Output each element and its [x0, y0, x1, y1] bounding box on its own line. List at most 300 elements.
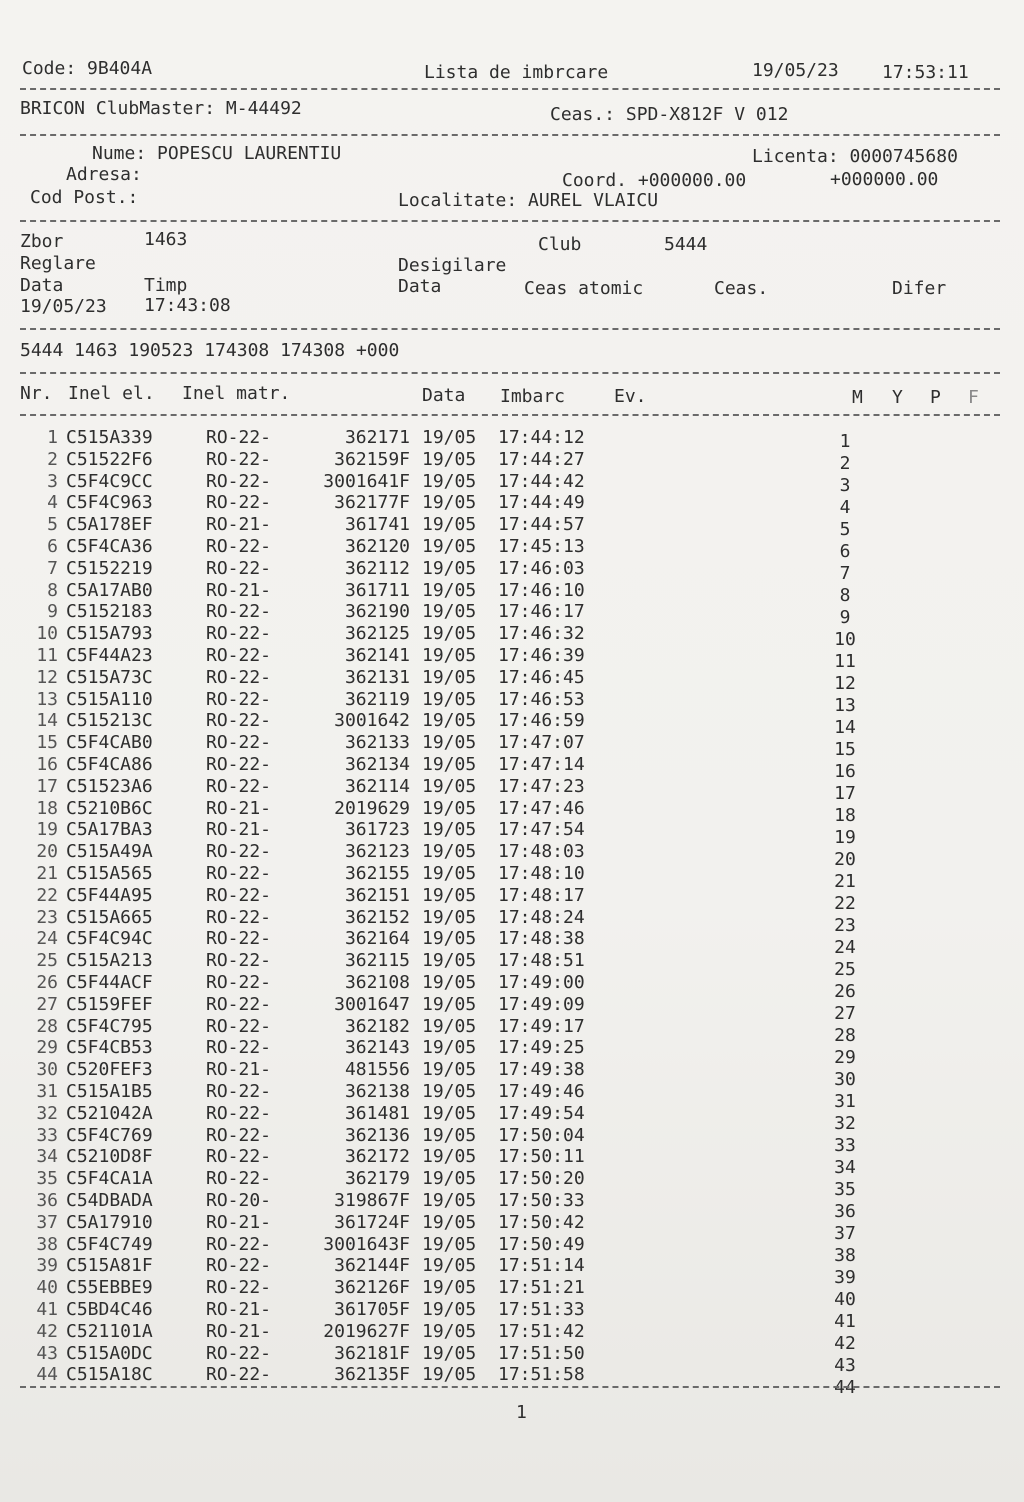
m-position: 31	[834, 1091, 856, 1112]
m-position: 5	[839, 518, 851, 540]
arrival-time: 17:46:45	[498, 666, 585, 688]
ring-number: 362131	[344, 666, 410, 688]
ring-number: 362177F	[334, 492, 410, 514]
ring-number: 362172	[344, 1146, 410, 1168]
ring-number: 362182	[344, 1015, 410, 1037]
table-row	[0, 1124, 1024, 1156]
arrival-time: 17:48:10	[498, 863, 585, 884]
ring-prefix: RO-22-	[206, 754, 272, 775]
ring-index: 22	[36, 884, 58, 906]
table-row	[0, 666, 1024, 694]
m-position: 42	[834, 1332, 856, 1354]
m-position: 35	[834, 1178, 856, 1200]
col-data: Data	[422, 385, 466, 406]
ring-index: 10	[36, 623, 58, 645]
m-position: 23	[834, 914, 856, 936]
table-row	[0, 819, 1024, 848]
ring-index: 39	[36, 1255, 58, 1277]
arrival-date: 19/05	[422, 601, 477, 623]
ring-prefix: RO-20-	[206, 1190, 272, 1211]
electronic-ring: C5A17910	[66, 1211, 153, 1233]
ring-number: 362155	[344, 863, 410, 884]
divider	[20, 328, 1000, 330]
table-row	[0, 1102, 1024, 1134]
ring-number: 361723	[344, 819, 410, 841]
arrival-date: 19/05	[422, 514, 477, 536]
ring-prefix: RO-21-	[206, 819, 272, 841]
unseal-date-label: Data	[398, 276, 442, 297]
date-label: Data	[20, 275, 64, 296]
ring-number: 361741	[344, 514, 410, 536]
m-position: 43	[834, 1354, 856, 1376]
arrival-time: 17:44:49	[498, 492, 585, 514]
owner-name: Nume: POPESCU LAURENTIU	[92, 143, 342, 164]
electronic-ring: C5F4C795	[66, 1015, 153, 1037]
m-position: 41	[834, 1311, 856, 1332]
arrival-date: 19/05	[422, 1190, 477, 1211]
m-position: 8	[839, 584, 851, 606]
table-row	[0, 688, 1024, 716]
electronic-ring: C521042A	[66, 1102, 153, 1124]
ring-number: 481556	[344, 1059, 410, 1081]
electronic-ring: C515A18C	[66, 1364, 153, 1386]
arrival-time: 17:50:20	[498, 1168, 585, 1190]
divider	[20, 414, 1000, 416]
arrival-time: 17:48:51	[498, 950, 585, 972]
electronic-ring: C5F44A23	[66, 645, 153, 666]
m-position: 10	[834, 628, 856, 650]
m-position: 9	[839, 606, 851, 628]
arrival-time: 17:51:42	[498, 1320, 585, 1342]
ring-prefix: RO-21-	[206, 1211, 272, 1233]
ring-prefix: RO-22-	[206, 1081, 272, 1102]
ring-number: 362164	[344, 928, 410, 950]
table-row	[0, 579, 1024, 606]
electronic-ring: C51522F6	[66, 448, 153, 470]
electronic-ring: C515A339	[66, 427, 153, 448]
arrival-date: 19/05	[422, 1277, 477, 1299]
ring-index: 2	[47, 448, 58, 470]
ring-prefix: RO-22-	[206, 1015, 272, 1037]
m-position: 2	[839, 452, 851, 474]
electronic-ring: C5F4C963	[66, 492, 153, 514]
table-row	[0, 1364, 1024, 1398]
ring-index: 30	[36, 1059, 58, 1081]
ring-prefix: RO-22-	[206, 863, 272, 884]
ring-prefix: RO-21-	[206, 1299, 272, 1320]
m-position: 37	[834, 1222, 856, 1244]
electronic-ring: C5210B6C	[66, 797, 153, 819]
ring-index: 19	[36, 819, 58, 841]
arrival-time: 17:49:17	[498, 1015, 585, 1037]
arrival-time: 17:50:42	[498, 1211, 585, 1233]
table-row	[0, 1081, 1024, 1112]
arrival-date: 19/05	[422, 906, 477, 928]
ring-number: 362125	[344, 623, 410, 645]
ring-index: 23	[36, 906, 58, 928]
arrival-date: 19/05	[422, 623, 477, 645]
arrival-time: 17:44:42	[498, 470, 585, 492]
arrival-time: 17:47:23	[498, 775, 585, 797]
ring-number: 362181F	[334, 1342, 410, 1364]
table-row	[0, 863, 1024, 892]
col-nr: Nr.	[20, 383, 53, 404]
arrival-time: 17:49:54	[498, 1102, 585, 1124]
arrival-date: 19/05	[422, 579, 477, 601]
ring-number: 362123	[344, 841, 410, 863]
ring-number: 362126F	[334, 1277, 410, 1299]
electronic-ring: C515A565	[66, 863, 153, 884]
ring-number: 362136	[344, 1124, 410, 1146]
club-number: 5444	[664, 234, 708, 255]
ring-prefix: RO-22-	[206, 623, 272, 645]
table-row	[0, 448, 1024, 474]
table-row	[0, 884, 1024, 914]
ring-index: 4	[47, 492, 58, 514]
m-position: 24	[834, 936, 856, 958]
address-label: Adresa:	[66, 164, 142, 185]
ring-number: 362179	[344, 1168, 410, 1190]
ring-number: 362152	[344, 906, 410, 928]
ring-index: 15	[36, 732, 58, 754]
ring-prefix: RO-22-	[206, 666, 272, 688]
electronic-ring: C515A1B5	[66, 1081, 153, 1102]
ring-prefix: RO-22-	[206, 1233, 272, 1255]
ring-index: 28	[36, 1015, 58, 1037]
ring-number: 3001647	[334, 993, 410, 1015]
electronic-ring: C5F4C749	[66, 1233, 153, 1255]
ring-prefix: RO-22-	[206, 972, 272, 993]
electronic-ring: C5F4C769	[66, 1124, 153, 1146]
ring-prefix: RO-22-	[206, 950, 272, 972]
electronic-ring: C5A17AB0	[66, 579, 153, 601]
postal-code-label: Cod Post.:	[30, 187, 139, 208]
electronic-ring: C515213C	[66, 710, 153, 732]
arrival-time: 17:50:49	[498, 1233, 585, 1255]
arrival-date: 19/05	[422, 1320, 477, 1342]
ring-number: 362133	[344, 732, 410, 754]
electronic-ring: C515A213	[66, 950, 153, 972]
m-position: 26	[834, 981, 856, 1002]
m-position: 33	[834, 1134, 856, 1156]
table-row	[0, 928, 1024, 958]
arrival-date: 19/05	[422, 754, 477, 775]
ring-index: 40	[36, 1277, 58, 1299]
ring-prefix: RO-22-	[206, 710, 272, 732]
m-position: 17	[834, 782, 856, 804]
ring-number: 319867F	[334, 1190, 410, 1211]
unsealing-label: Desigilare	[398, 255, 507, 276]
table-row	[0, 623, 1024, 650]
table-row	[0, 470, 1024, 496]
arrival-date: 19/05	[422, 993, 477, 1015]
ring-prefix: RO-22-	[206, 1102, 272, 1124]
arrival-date: 19/05	[422, 775, 477, 797]
arrival-date: 19/05	[422, 841, 477, 863]
arrival-date: 19/05	[422, 492, 477, 514]
ring-number: 361481	[344, 1102, 410, 1124]
ring-prefix: RO-22-	[206, 601, 272, 623]
arrival-date: 19/05	[422, 1211, 477, 1233]
arrival-time: 17:44:27	[498, 448, 585, 470]
arrival-date: 19/05	[422, 666, 477, 688]
col-inel-matr: Inel matr.	[182, 383, 291, 404]
arrival-time: 17:49:00	[498, 972, 585, 993]
arrival-time: 17:46:32	[498, 623, 585, 645]
electronic-ring: C5F44ACF	[66, 972, 153, 993]
ring-prefix: RO-22-	[206, 1342, 272, 1364]
electronic-ring: C5A178EF	[66, 514, 153, 536]
arrival-time: 17:44:12	[498, 427, 585, 448]
ring-number: 2019629	[334, 797, 410, 819]
arrival-time: 17:49:25	[498, 1037, 585, 1059]
arrival-time: 17:50:04	[498, 1124, 585, 1146]
m-position: 1	[839, 431, 851, 452]
electronic-ring: C515A49A	[66, 841, 153, 863]
table-row	[0, 557, 1024, 584]
arrival-date: 19/05	[422, 427, 477, 448]
arrival-time: 17:45:13	[498, 536, 585, 557]
difference-label: Difer	[892, 278, 947, 299]
ring-index: 3	[47, 470, 58, 492]
electronic-ring: C5210D8F	[66, 1146, 153, 1168]
arrival-date: 19/05	[422, 1037, 477, 1059]
table-row	[0, 1146, 1024, 1178]
ring-number: 362159F	[334, 448, 410, 470]
table-row	[0, 754, 1024, 782]
ring-index: 43	[36, 1342, 58, 1364]
ring-prefix: RO-22-	[206, 884, 272, 906]
m-position: 30	[834, 1068, 856, 1090]
clock-label: Ceas.	[714, 278, 769, 299]
ring-number: 3001641F	[323, 470, 410, 492]
flight-number: 1463	[144, 229, 188, 250]
arrival-time: 17:46:10	[498, 579, 585, 601]
ring-prefix: RO-22-	[206, 1277, 272, 1299]
divider	[20, 1386, 1000, 1388]
electronic-ring: C5F4CA1A	[66, 1168, 153, 1190]
electronic-ring: C5F4C94C	[66, 928, 153, 950]
arrival-time: 17:51:21	[498, 1277, 585, 1299]
arrival-date: 19/05	[422, 1124, 477, 1146]
arrival-time: 17:44:57	[498, 514, 585, 536]
col-f: F	[968, 387, 979, 408]
ring-index: 42	[36, 1320, 58, 1342]
ring-number: 362144F	[334, 1255, 410, 1277]
arrival-date: 19/05	[422, 1102, 477, 1124]
m-position: 4	[839, 496, 851, 518]
coordinate-y: +000000.00	[830, 169, 939, 190]
m-position: 3	[839, 474, 851, 496]
arrival-date: 19/05	[422, 1342, 477, 1364]
arrival-date: 19/05	[422, 819, 477, 841]
arrival-date: 19/05	[422, 884, 477, 906]
m-position: 25	[834, 958, 856, 980]
ring-index: 44	[36, 1364, 58, 1386]
ring-prefix: RO-22-	[206, 1255, 272, 1277]
ring-prefix: RO-22-	[206, 1037, 272, 1059]
arrival-time: 17:48:03	[498, 841, 585, 863]
arrival-date: 19/05	[422, 1081, 477, 1102]
code-label: Code: 9B404A	[22, 58, 153, 79]
arrival-date: 19/05	[422, 1255, 477, 1277]
m-position: 12	[834, 672, 856, 694]
atomic-clock-label: Ceas atomic	[524, 278, 644, 299]
arrival-time: 17:47:07	[498, 732, 585, 754]
arrival-time: 17:48:17	[498, 884, 585, 906]
m-position: 44	[834, 1376, 856, 1398]
page-number: 1	[516, 1402, 527, 1423]
m-position: 22	[834, 892, 856, 914]
electronic-ring: C5BD4C46	[66, 1299, 153, 1320]
arrival-time: 17:49:09	[498, 993, 585, 1015]
ring-index: 21	[36, 863, 58, 884]
arrival-time: 17:51:58	[498, 1364, 585, 1386]
ring-number: 361705F	[334, 1299, 410, 1320]
arrival-date: 19/05	[422, 710, 477, 732]
table-row	[0, 972, 1024, 1002]
ring-number: 2019627F	[323, 1320, 410, 1342]
electronic-ring: C54DBADA	[66, 1190, 153, 1211]
divider	[20, 134, 1000, 136]
col-inel-el: Inel el.	[68, 383, 155, 404]
ring-number: 361724F	[334, 1211, 410, 1233]
ring-number: 362135F	[334, 1364, 410, 1386]
arrival-date: 19/05	[422, 928, 477, 950]
ring-prefix: RO-22-	[206, 557, 272, 579]
arrival-date: 19/05	[422, 448, 477, 470]
ring-prefix: RO-22-	[206, 470, 272, 492]
col-ev: Ev.	[614, 386, 647, 407]
arrival-time: 17:46:53	[498, 688, 585, 710]
arrival-time: 17:50:33	[498, 1190, 585, 1211]
table-row	[0, 710, 1024, 738]
ring-index: 25	[36, 950, 58, 972]
table-row	[0, 514, 1024, 540]
arrival-date: 19/05	[422, 1168, 477, 1190]
ring-index: 18	[36, 797, 58, 819]
electronic-ring: C5152219	[66, 557, 153, 579]
ring-prefix: RO-21-	[206, 797, 272, 819]
electronic-ring: C520FEF3	[66, 1059, 153, 1081]
divider	[20, 372, 1000, 374]
arrival-time: 17:47:54	[498, 819, 585, 841]
arrival-date: 19/05	[422, 645, 477, 666]
table-row	[0, 492, 1024, 518]
table-row	[0, 732, 1024, 760]
ring-index: 38	[36, 1233, 58, 1255]
ring-prefix: RO-21-	[206, 514, 272, 536]
ring-index: 26	[36, 972, 58, 993]
ring-prefix: RO-22-	[206, 427, 272, 448]
table-row	[0, 645, 1024, 672]
ring-index: 6	[47, 536, 58, 557]
ring-number: 3001643F	[323, 1233, 410, 1255]
ring-index: 13	[36, 688, 58, 710]
arrival-date: 19/05	[422, 950, 477, 972]
electronic-ring: C515A0DC	[66, 1342, 153, 1364]
ring-number: 361711	[344, 579, 410, 601]
arrival-date: 19/05	[422, 1146, 477, 1168]
arrival-time: 17:48:24	[498, 906, 585, 928]
m-position: 28	[834, 1024, 856, 1046]
m-position: 39	[834, 1266, 856, 1288]
m-position: 36	[834, 1201, 856, 1222]
flight-label: Zbor	[20, 231, 64, 252]
electronic-ring: C5A17BA3	[66, 819, 153, 841]
ring-prefix: RO-22-	[206, 775, 272, 797]
ring-index: 34	[36, 1146, 58, 1168]
table-row	[0, 950, 1024, 980]
ring-number: 362119	[344, 688, 410, 710]
m-position: 21	[834, 871, 856, 892]
electronic-ring: C515A110	[66, 688, 153, 710]
electronic-ring: C5159FEF	[66, 993, 153, 1015]
ring-prefix: RO-22-	[206, 841, 272, 863]
ring-index: 5	[47, 514, 58, 536]
arrival-date: 19/05	[422, 470, 477, 492]
ring-index: 35	[36, 1168, 58, 1190]
m-position: 34	[834, 1156, 856, 1178]
table-row	[0, 841, 1024, 870]
m-position: 19	[834, 826, 856, 848]
ring-index: 11	[36, 645, 58, 666]
ring-index: 20	[36, 841, 58, 863]
ring-index: 29	[36, 1037, 58, 1059]
ring-number: 362143	[344, 1037, 410, 1059]
ring-prefix: RO-22-	[206, 1146, 272, 1168]
ring-prefix: RO-22-	[206, 732, 272, 754]
coordinate-x: Coord. +000000.00	[562, 170, 747, 191]
ring-prefix: RO-22-	[206, 1168, 272, 1190]
electronic-ring: C5F4C9CC	[66, 470, 153, 492]
clock-id: Ceas.: SPD-X812F V 012	[550, 104, 789, 125]
table-row	[0, 427, 1024, 452]
ring-prefix: RO-21-	[206, 1320, 272, 1342]
clubmaster-label: BRICON ClubMaster: M-44492	[20, 98, 302, 119]
arrival-time: 17:51:50	[498, 1342, 585, 1364]
m-position: 15	[834, 738, 856, 760]
arrival-date: 19/05	[422, 863, 477, 884]
arrival-date: 19/05	[422, 536, 477, 557]
m-position: 38	[834, 1244, 856, 1266]
ring-index: 31	[36, 1081, 58, 1102]
ring-index: 24	[36, 928, 58, 950]
table-row	[0, 601, 1024, 628]
arrival-time: 17:49:46	[498, 1081, 585, 1102]
electronic-ring: C515A793	[66, 623, 153, 645]
ring-number: 362108	[344, 972, 410, 993]
ring-index: 17	[36, 775, 58, 797]
m-position: 13	[834, 694, 856, 716]
m-position: 14	[834, 716, 856, 738]
ring-number: 362114	[344, 775, 410, 797]
ring-number: 362141	[344, 645, 410, 666]
arrival-date: 19/05	[422, 1059, 477, 1081]
table-row	[0, 1037, 1024, 1068]
m-position: 20	[834, 848, 856, 870]
table-row	[0, 993, 1024, 1024]
m-position: 32	[834, 1112, 856, 1134]
electronic-ring: C5F4CAB0	[66, 732, 153, 754]
ring-prefix: RO-22-	[206, 928, 272, 950]
electronic-ring: C5F44A95	[66, 884, 153, 906]
ring-prefix: RO-22-	[206, 1364, 272, 1386]
divider	[20, 220, 1000, 222]
table-row	[0, 906, 1024, 936]
m-position: 16	[834, 761, 856, 782]
ring-prefix: RO-21-	[206, 1059, 272, 1081]
